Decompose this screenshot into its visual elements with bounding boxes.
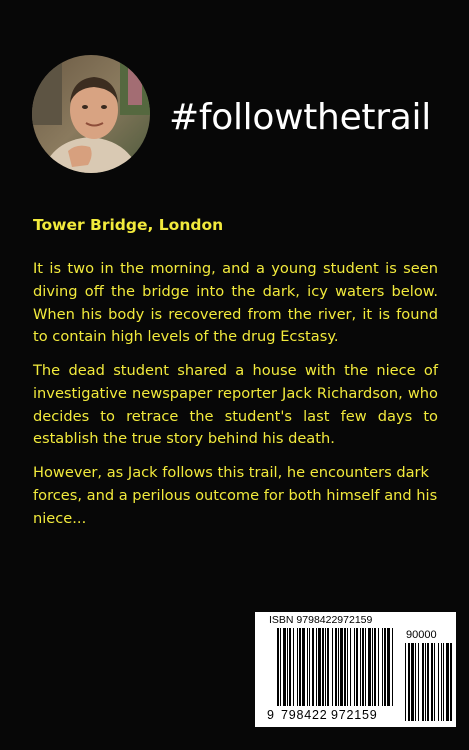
hashtag-title: #followthetrail — [169, 97, 431, 138]
blurb-paragraph-2: The dead student shared a house with the niece of investigative newspaper reporter Jack Richardson, who decides to retrace the student's last few days to establish the true story behind his death. — [33, 362, 438, 448]
price-addon: 90000 — [406, 629, 437, 641]
isbn-label: ISBN 9798422972159 — [269, 614, 373, 626]
barcode-left-digits: 798422 — [281, 708, 328, 722]
blurb-paragraph-1: It is two in the morning, and a young student is seen diving off the bridge into the dark, icy waters below. When his body is recovered from the river, it is found to contain high levels of the drug Ecstasy. — [33, 260, 438, 346]
author-photo — [32, 55, 150, 173]
isbn-barcode — [255, 612, 456, 727]
location-subtitle: Tower Bridge, London — [33, 216, 224, 234]
barcode-right-digits: 972159 — [331, 708, 378, 722]
barcode-first-digit: 9 — [267, 708, 275, 722]
blurb-paragraph-3: However, as Jack follows this trail, he encounters dark forces, and a perilous outcome for both himself and his niece... — [33, 464, 438, 527]
